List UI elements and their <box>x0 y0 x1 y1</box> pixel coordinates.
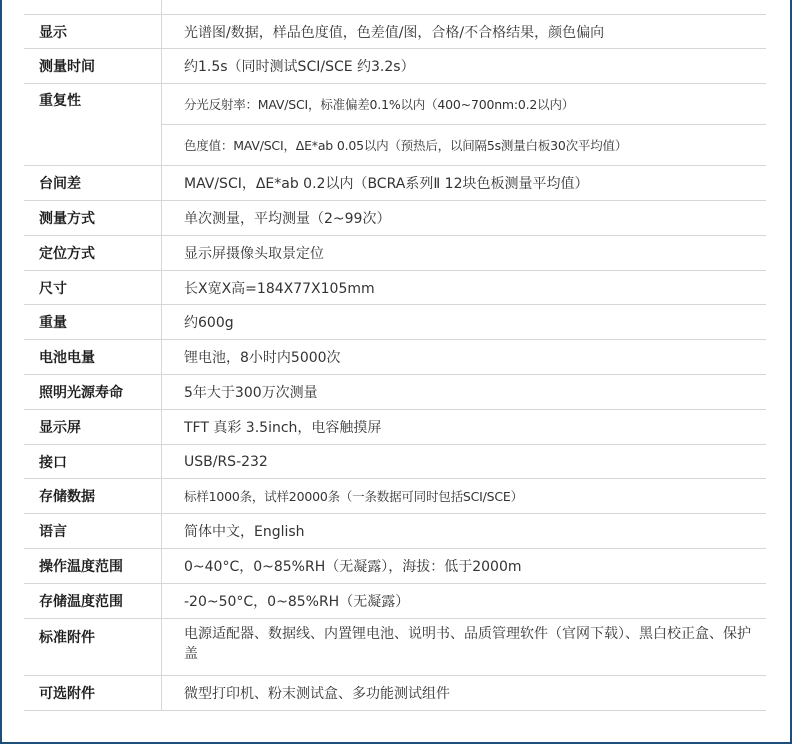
row-label: 重复性 <box>39 93 81 109</box>
row-label: 可选附件 <box>39 686 95 702</box>
row-value-empty <box>161 0 766 14</box>
row-value: TFT 真彩 3.5inch，电容触摸屏 <box>161 410 766 444</box>
table-row <box>24 410 766 445</box>
row-value: USB/RS-232 <box>161 445 766 478</box>
row-label: 测量方式 <box>39 211 95 227</box>
row-label: 尺寸 <box>39 280 67 297</box>
row-label: 台间差 <box>39 176 81 192</box>
row-label: 标准附件 <box>39 630 95 646</box>
row-label: 存储数据 <box>39 489 95 505</box>
table-row <box>24 584 766 619</box>
row-value: -20~50°C，0~85%RH（无凝露） <box>161 584 766 618</box>
row-label: 定位方式 <box>39 246 95 262</box>
row-value: 约600g <box>161 305 766 339</box>
table-row <box>24 201 766 236</box>
row-label: 显示屏 <box>39 420 81 436</box>
row-value: 微型打印机、粉末测试盒、多功能测试组件 <box>161 676 766 710</box>
table-row <box>24 445 766 479</box>
table-row <box>24 271 766 305</box>
row-value: 约1.5s（同时测试SCI/SCE 约3.2s） <box>161 49 766 83</box>
table-row <box>24 676 766 711</box>
row-label-empty <box>24 0 161 14</box>
table-row <box>24 236 766 271</box>
row-label: 存储温度范围 <box>39 594 123 610</box>
table-row <box>24 375 766 410</box>
table-row <box>24 15 766 49</box>
table-row <box>24 49 766 84</box>
table-row <box>24 479 766 514</box>
row-subvalue: 分光反射率：MAV/SCI，标准偏差0.1%以内（400~700nm:0.2以内） <box>162 84 766 125</box>
row-label: 电池电量 <box>39 350 95 366</box>
row-value: 锂电池，8小时内5000次 <box>161 340 766 374</box>
table-row <box>24 619 766 676</box>
row-label: 操作温度范围 <box>39 559 123 575</box>
row-value: MAV/SCI，ΔE*ab 0.2以内（BCRA系列Ⅱ 12块色板测量平均值） <box>161 166 766 200</box>
table-row <box>24 166 766 201</box>
row-value: 长X宽X高=184X77X105mm <box>161 271 766 304</box>
row-value: 标样1000条，试样20000条（一条数据可同时包括SCI/SCE） <box>161 479 766 513</box>
table-row <box>24 514 766 549</box>
row-label: 照明光源寿命 <box>39 385 123 401</box>
spec-table <box>24 0 766 711</box>
row-label: 重量 <box>39 315 67 331</box>
row-subvalue: 色度值：MAV/SCI，ΔE*ab 0.05以内（预热后，以间隔5s测量白板30次平均值） <box>184 138 628 153</box>
row-value: 简体中文，English <box>161 514 766 548</box>
row-label: 接口 <box>39 454 67 471</box>
row-value: 电源适配器、数据线、内置锂电池、说明书、品质管理软件（官网下载）、黑白校正盒、保护盖 <box>161 619 766 675</box>
table-row-cut <box>24 0 766 15</box>
table-row <box>24 549 766 584</box>
row-label: 测量时间 <box>39 59 95 75</box>
table-row <box>24 305 766 340</box>
row-value: 5年大于300万次测量 <box>161 375 766 409</box>
row-value: 光谱图/数据，样品色度值，色差值/图，合格/不合格结果，颜色偏向 <box>161 15 766 48</box>
table-row <box>24 340 766 375</box>
table-row <box>24 84 766 166</box>
row-label: 显示 <box>39 24 67 41</box>
row-value: 0~40°C，0~85%RH（无凝露），海拔：低于2000m <box>161 549 766 583</box>
row-value <box>161 84 766 165</box>
row-value: 单次测量，平均测量（2~99次） <box>161 201 766 235</box>
row-value: 显示屏摄像头取景定位 <box>161 236 766 270</box>
row-label: 语言 <box>39 524 67 540</box>
